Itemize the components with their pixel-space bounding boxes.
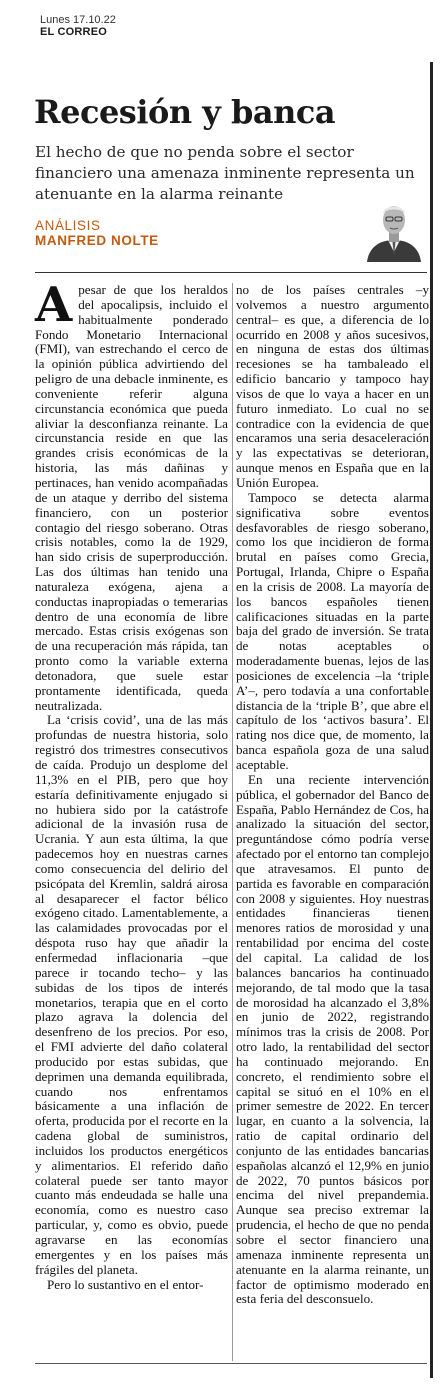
author-portrait (363, 192, 425, 262)
masthead (40, 14, 116, 38)
paragraph-1 (35, 277, 228, 713)
publication-date: Lunes 17.10.22 (40, 14, 116, 26)
article-column-right (236, 283, 429, 1307)
paragraph-2: La ‘crisis covid’, una de las más profundas de nuestra historia, solo registró dos trimestres consecutivos de caída. Produjo un desplome del 11,3% en el PIB, pero que hoy estaría definitivamente enjugado si no hubiera sido por la catástrofe adicional de la invasión rusa de Ucrania. Y aun esta última, la que padecemos hoy en nuestras carnes como consecuencia del delirio del psicópata del Kremlin, saldrá airosa al desaparecer el factor bélico exógeno citado. Lamentablemente, a las calamidades provocadas por el déspota ruso hay que añadir la enfermedad inflacionaria –que parece ir tocando techo– y las subidas de los tipos de interés monetarios, terapia que en el corto plazo agrava la dolencia del desenfreno de los precios. Por eso, el FMI advierte del daño colateral producido por estas subidas, que deprimen una demanda equilibrada, cuando nos enfrentamos básicamente a una inflación de oferta, producida por el recorte en la cadena global de suministros, incluidos los productos energéticos y alimentarios. El referido daño colateral puede ser tanto mayor cuanto más endeudada se halle una economía, como es nuestro caso particular, y, como es obvio, puede agravarse en las economías emergentes y en los países más frágiles del planeta. (35, 712, 228, 1277)
drop-cap: A (35, 277, 73, 333)
newspaper-name: EL CORREO (40, 26, 107, 38)
footer-rule (35, 1363, 427, 1364)
paragraph-3: Pero lo sustantivo en el entor- (47, 1276, 204, 1292)
section-kicker: ANÁLISIS (35, 218, 101, 233)
article-subhead: El hecho de que no penda sobre el sector financiero una amenaza inminente representa un atenuante en la alarma reinante (35, 143, 415, 203)
paragraph-6: En una reciente intervención pública, el gobernador del Banco de España, Pablo Hernández de Cos, ha analizado la situación del sector, preguntándose cómo podría verse afectado por el entorno tan complejo que atravesamos. El punto de partida es favorable en comparación con 2008 y siguientes. Hoy nuestras entidades financieras tienen menores ratios de morosidad y una rentabilidad por encima del coste del capital. La calidad de los balances bancarios ha continuado mejorando, de tal modo que la tasa de morosidad ha alcanzado el 3,8% en junio de 2022, registrando mínimos tras la crisis de 2008. Por otro lado, la rentabilidad del sector ha continuado mejorando. En concreto, el rendimiento sobre el capital se situó en el 10% en el primer semestre de 2022. En tercer lugar, en cuanto a la solvencia, la ratio de capital ordinario del conjunto de las entidades bancarias españolas alcanzó el 12,9% en junio de 2022, 70 puntos básicos por encima del nivel prepandemia. Aunque sea preciso extremar la prudencia, el hecho de que no penda sobre el sector financiero una amenaza inminente representa un atenuante en la alarma reinante, un factor de optimismo moderado en esta feria del desconsuelo. (236, 771, 429, 1307)
article-headline: Recesión y banca (34, 93, 336, 131)
article-column-left (35, 277, 228, 1292)
right-border-rule (430, 62, 433, 1378)
header-divider (35, 272, 427, 273)
paragraph-5: Tampoco se detecta alarma significativa sobre eventos desfavorables de riesgo soberano, como los que incidieron de forma brutal en países como Grecia, Portugal, Irlanda, Chipre o España en la crisis de 2008. La mayoría de los bancos españoles tienen calificaciones situadas en la parte baja del grado de inversión. Se trata de notas aceptables o moderadamente buenas, lejos de las posiciones de excelencia –la ‘triple A’–, pero todavía a una confortable distancia de la ‘triple B’, que abre el capítulo de los ‘activos basura’. El rating nos dice que, de momento, la banca española goza de una salud aceptable. (236, 489, 429, 772)
paragraph-1-text: pesar de que los heraldos del apocalipsis, incluido el habitualmente ponderado Fondo Monetario Internacional (FMI), van estrechando el cerco de la opinión pública advirtiendo del peligro de una debacle inminente, es conveniente referir alguna circunstancia económica que pueda aliviar la desconfianza reinante. La circunstancia reside en que las grandes crisis económicas de la historia, las más dañinas y pertinaces, han venido acompañadas de un ataque y derribo del sistema financiero, con un posterior contagio del riesgo soberano. Otras crisis notables, como la de 1929, han sido crisis de superproducción. Las dos últimas han tenido una naturaleza exógena, ajena a conductas inapropiadas o temerarias dentro de una economía de libre mercado. Estas crisis exógenas son de una recuperación más rápida, tan pronto como la variable externa detonadora, que suele estar prontamente identificada, queda neutralizada. (35, 282, 228, 713)
column-divider (232, 283, 233, 1361)
author-byline: MANFRED NOLTE (35, 233, 159, 248)
paragraph-4: no de los países centrales –y volvemos a nuestro argumento central– es que, a diferencia de lo ocurrido en 2008 y años sucesivos, en ninguna de estas dos últimas recesiones se ha tambaleado el edificio bancario y tampoco hay visos de que lo vaya a hacer en un futuro inmediato. Lo cual no se contradice con la evidencia de que encaramos una seria desaceleración y las expectativas se deterioran, aunque menos en España que en la Unión Europea. (236, 282, 429, 490)
